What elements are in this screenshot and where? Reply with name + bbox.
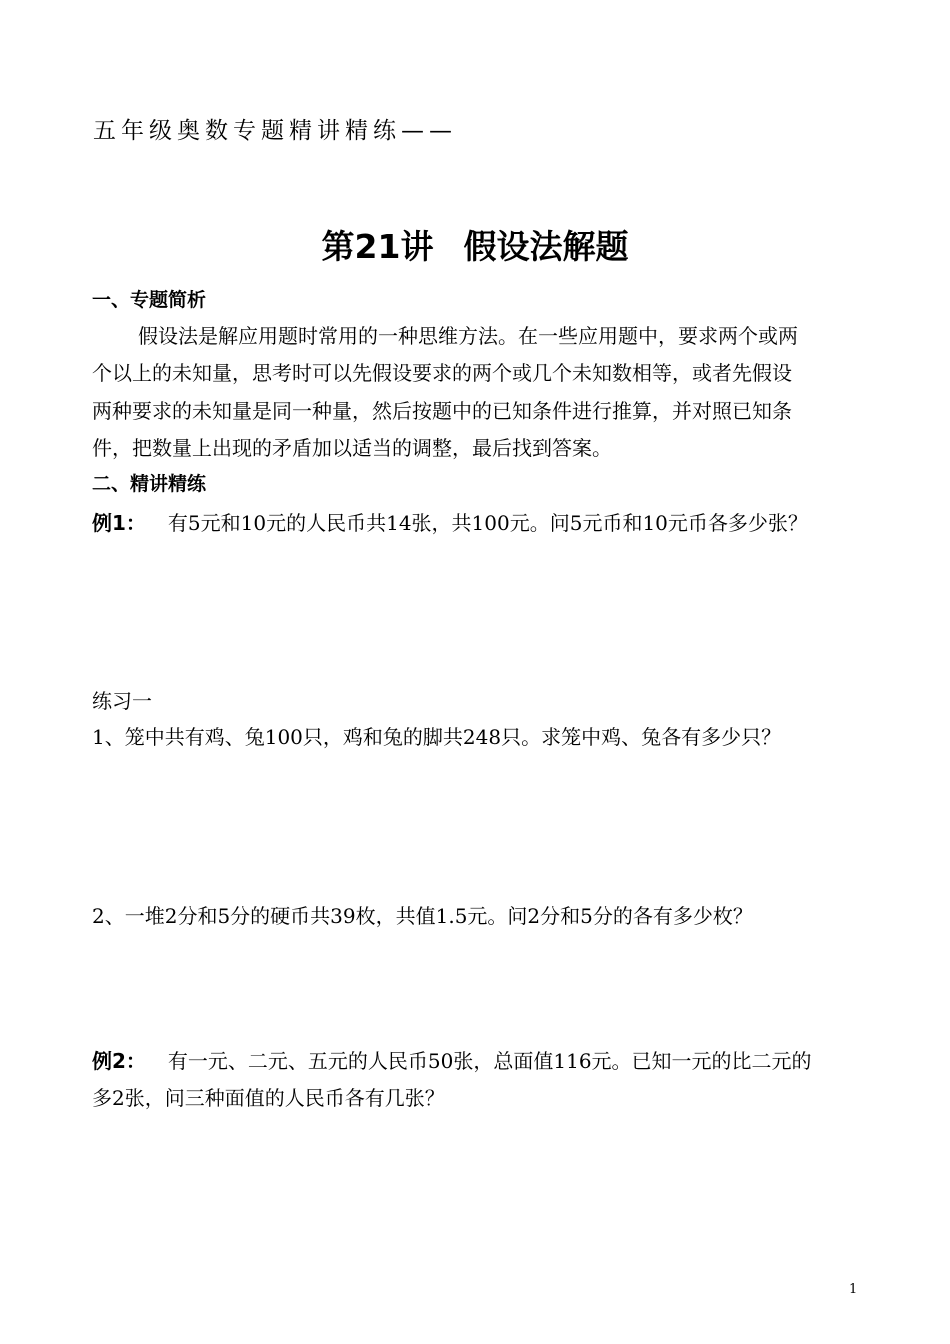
lesson-title bbox=[0, 221, 950, 268]
overview-line-2: 个以上的未知量，思考时可以先假设要求的两个或几个未知数相等，或者先假设 bbox=[92, 361, 792, 385]
overview-line-1: 假设法是解应用题时常用的一种思维方法。在一些应用题中，要求两个或两 bbox=[138, 324, 798, 348]
page-number: 1 bbox=[849, 1282, 858, 1297]
lesson-number: 第21讲 bbox=[321, 227, 434, 266]
practice-1-question-1: 1、笼中共有鸡、兔100只，鸡和兔的脚共248只。求笼中鸡、兔各有多少只？ bbox=[92, 725, 782, 749]
example-2-text: 有一元、二元、五元的人民币50张，总面值116元。已知一元的比二元的 bbox=[167, 1049, 812, 1073]
example-2-line-1 bbox=[92, 1045, 812, 1074]
series-header: 五年级奥数专题精讲精练—— bbox=[93, 118, 457, 144]
example-2-label: 例2： bbox=[92, 1049, 146, 1073]
lesson-name: 假设法解题 bbox=[463, 227, 629, 266]
practice-1-heading: 练习一 bbox=[92, 689, 152, 713]
example-1-label: 例1： bbox=[92, 511, 146, 535]
section-heading-practice: 二、精讲精练 bbox=[92, 473, 207, 495]
example-2-line-2: 多2张，问三种面值的人民币各有几张？ bbox=[92, 1086, 445, 1110]
practice-1-question-2: 2、一堆2分和5分的硬币共39枚，共值1.5元。问2分和5分的各有多少枚？ bbox=[92, 904, 753, 928]
overview-line-3: 两种要求的未知量是同一种量，然后按题中的已知条件进行推算，并对照已知条 bbox=[92, 399, 792, 423]
example-1 bbox=[92, 507, 808, 536]
example-1-text: 有5元和10元的人民币共14张，共100元。问5元币和10元币各多少张？ bbox=[167, 511, 808, 535]
overview-line-4: 件，把数量上出现的矛盾加以适当的调整，最后找到答案。 bbox=[92, 436, 612, 460]
section-heading-overview: 一、专题简析 bbox=[92, 289, 207, 311]
